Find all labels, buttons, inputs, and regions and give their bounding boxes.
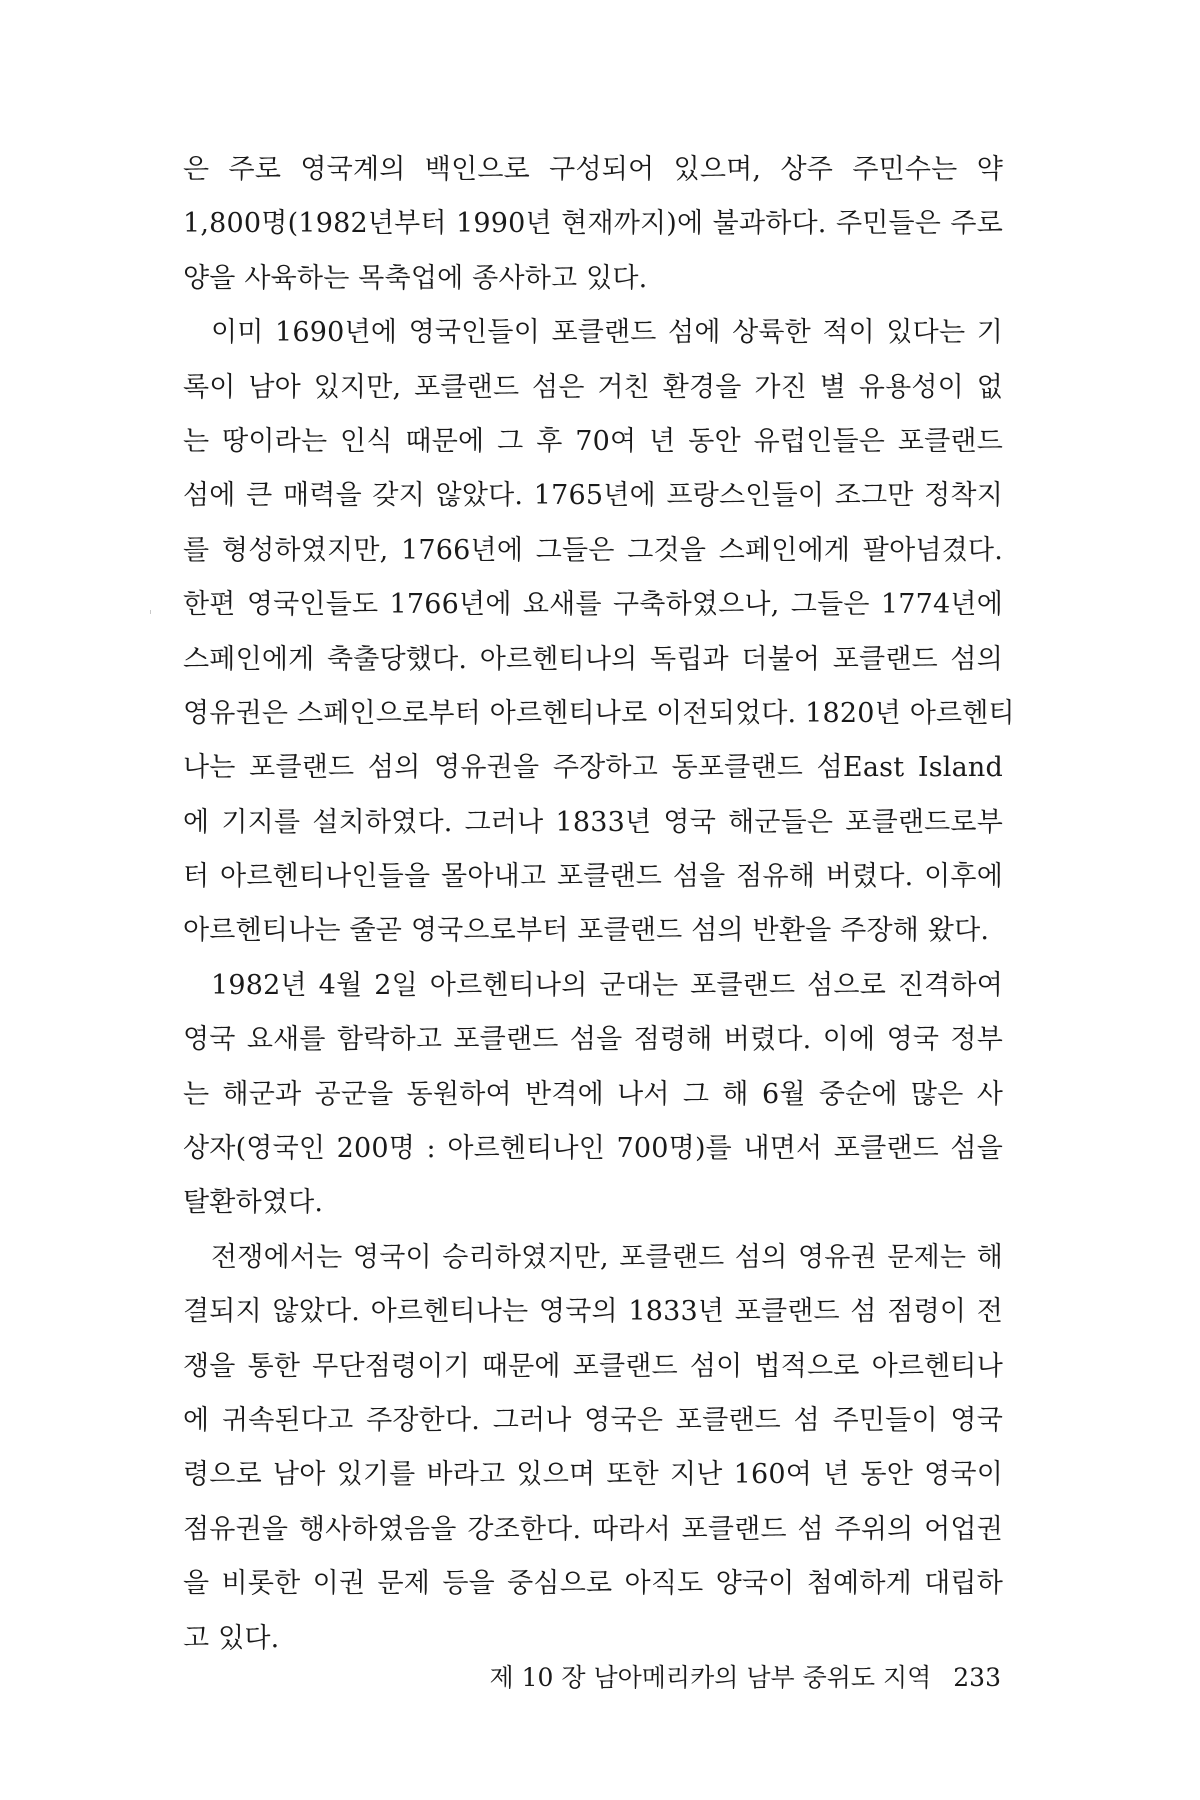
text-line: 를 형성하였지만, 1766년에 그들은 그것을 스페인에게 팔아넘겼다. (183, 534, 1003, 566)
text-line: 은 주로 영국계의 백인으로 구성되어 있으며, 상주 주민수는 약 (183, 154, 1003, 185)
text-line: 는 해군과 공군을 동원하여 반격에 나서 그 해 6월 중순에 많은 사 (183, 1078, 1003, 1110)
text-line: 결되지 않았다. 아르헨티나는 영국의 1833년 포클랜드 섬 점령이 전 (183, 1296, 1003, 1328)
text-line: 상자(영국인 200명 : 아르헨티나인 700명)를 내면서 포클랜드 섬을 (183, 1133, 1003, 1165)
text-line: 영유권은 스페인으로부터 아르헨티나로 이전되었다. 1820년 아르헨티 (183, 697, 1015, 729)
text-line: 한편 영국인들도 1766년에 요새를 구축하였으나, 그들은 1774년에 (183, 589, 1003, 621)
text-line: 섬에 큰 매력을 갖지 않았다. 1765년에 프랑스인들이 조그만 정착지 (183, 480, 1003, 512)
page-scan-mark (150, 610, 151, 614)
text-line: 에 귀속된다고 주장한다. 그러나 영국은 포클랜드 섬 주민들이 영국 (183, 1404, 1003, 1436)
text-line: 1,800명(1982년부터 1990년 현재까지)에 불과하다. 주민들은 주로 (183, 208, 1003, 240)
text-line: 에 기지를 설치하였다. 그러나 1833년 영국 해군들은 포클랜드로부 (183, 806, 1003, 838)
text-line: 점유권을 행사하였음을 강조한다. 따라서 포클랜드 섬 주위의 어업권 (183, 1513, 1003, 1545)
text-line: 을 비롯한 이권 문제 등을 중심으로 아직도 양국이 첨예하게 대립하 (183, 1568, 1003, 1600)
page-number: 233 (953, 1663, 1001, 1692)
text-line: 쟁을 통한 무단점령이기 때문에 포클랜드 섬이 법적으로 아르헨티나 (183, 1350, 1003, 1382)
page-footer (489, 1658, 1001, 1698)
text-line: 는 땅이라는 인식 때문에 그 후 70여 년 동안 유럽인들은 포클랜드 (183, 425, 1003, 457)
text-line: 록이 남아 있지만, 포클랜드 섬은 거친 환경을 가진 별 유용성이 없 (183, 371, 1003, 403)
text-line: 전쟁에서는 영국이 승리하였지만, 포클랜드 섬의 영유권 문제는 해 (211, 1241, 1003, 1273)
text-line: 양을 사육하는 목축업에 종사하고 있다. (183, 262, 648, 294)
body-text (183, 143, 1015, 1666)
text-line: 영국 요새를 함락하고 포클랜드 섬을 점령해 버렸다. 이에 영국 정부 (183, 1024, 1003, 1056)
text-line: 아르헨티나는 줄곧 영국으로부터 포클랜드 섬의 반환을 주장해 왔다. (183, 915, 990, 947)
text-line: 터 아르헨티나인들을 몰아내고 포클랜드 섬을 점유해 버렸다. 이후에 (183, 861, 1003, 893)
chapter-title: 제 10 장 남아메리카의 남부 중위도 지역 (489, 1663, 932, 1692)
text-line: 1982년 4월 2일 아르헨티나의 군대는 포클랜드 섬으로 진격하여 (211, 969, 1003, 1001)
text-line: 령으로 남아 있기를 바라고 있으며 또한 지난 160여 년 동안 영국이 (183, 1459, 1003, 1491)
text-line: 고 있다. (183, 1622, 280, 1654)
text-line: 이미 1690년에 영국인들이 포클랜드 섬에 상륙한 적이 있다는 기 (211, 317, 1003, 349)
text-line: 탈환하였다. (183, 1187, 324, 1219)
text-line: 스페인에게 축출당했다. 아르헨티나의 독립과 더불어 포클랜드 섬의 (183, 643, 1003, 675)
text-line: 나는 포클랜드 섬의 영유권을 주장하고 동포클랜드 섬East Island (183, 752, 1003, 784)
